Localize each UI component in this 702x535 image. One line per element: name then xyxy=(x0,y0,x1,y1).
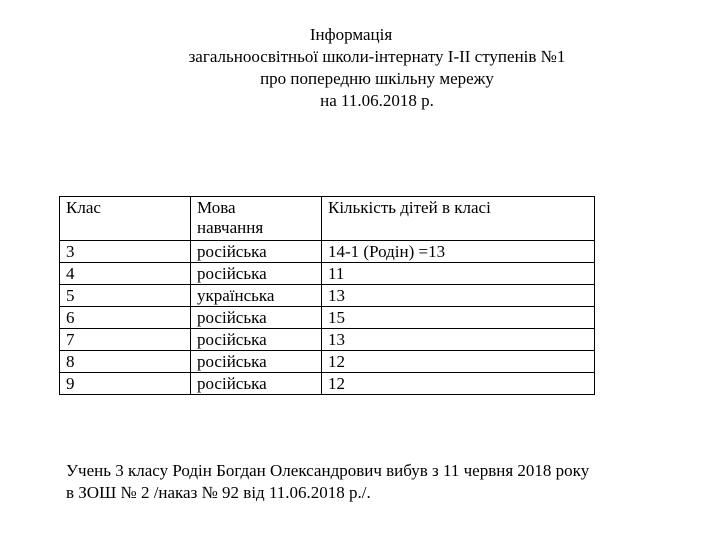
cell-language: російська xyxy=(191,241,322,263)
table-row xyxy=(60,241,595,263)
cell-count: 15 xyxy=(322,307,595,329)
header-language-line1: Мова xyxy=(197,198,236,217)
cell-class: 8 xyxy=(60,351,191,373)
cell-class: 9 xyxy=(60,373,191,395)
cell-class: 6 xyxy=(60,307,191,329)
cell-count: 12 xyxy=(322,373,595,395)
table-row xyxy=(60,263,595,285)
heading-title: Інформація xyxy=(309,25,393,44)
heading-school: загальноосвітньої школи-інтернату І-ІІ ступенів №1 xyxy=(188,47,566,66)
cell-count: 13 xyxy=(322,329,595,351)
header-language xyxy=(191,197,322,241)
cell-class: 5 xyxy=(60,285,191,307)
cell-count: 11 xyxy=(322,263,595,285)
table-row xyxy=(60,307,595,329)
cell-language: російська xyxy=(191,263,322,285)
heading-date: на 11.06.2018 р. xyxy=(320,91,434,110)
footer-line-1: Учень 3 класу Родін Богдан Олександрович вибув з 11 червня 2018 року xyxy=(66,461,590,480)
header-class-label: Клас xyxy=(66,198,101,217)
cell-language: російська xyxy=(191,351,322,373)
cell-language: російська xyxy=(191,329,322,351)
cell-language: російська xyxy=(191,307,322,329)
table-row xyxy=(60,285,595,307)
cell-class: 7 xyxy=(60,329,191,351)
class-network-table xyxy=(59,196,595,395)
header-language-line2: навчання xyxy=(197,218,264,237)
table-row xyxy=(60,373,595,395)
cell-count: 13 xyxy=(322,285,595,307)
header-count-label: Кількість дітей в класі xyxy=(328,198,491,217)
footer-line-2: в ЗОШ № 2 /наказ № 92 від 11.06.2018 р./. xyxy=(66,483,371,502)
table-header-row xyxy=(60,197,595,241)
cell-class: 4 xyxy=(60,263,191,285)
heading-subject: про попередню шкільну мережу xyxy=(260,69,494,88)
header-class xyxy=(60,197,191,241)
cell-count: 12 xyxy=(322,351,595,373)
document-heading xyxy=(0,24,702,112)
cell-language: російська xyxy=(191,373,322,395)
header-count xyxy=(322,197,595,241)
cell-count: 14-1 (Родін) =13 xyxy=(322,241,595,263)
table-row xyxy=(60,351,595,373)
cell-language: українська xyxy=(191,285,322,307)
footer-note xyxy=(66,460,686,504)
table-row xyxy=(60,329,595,351)
cell-class: 3 xyxy=(60,241,191,263)
